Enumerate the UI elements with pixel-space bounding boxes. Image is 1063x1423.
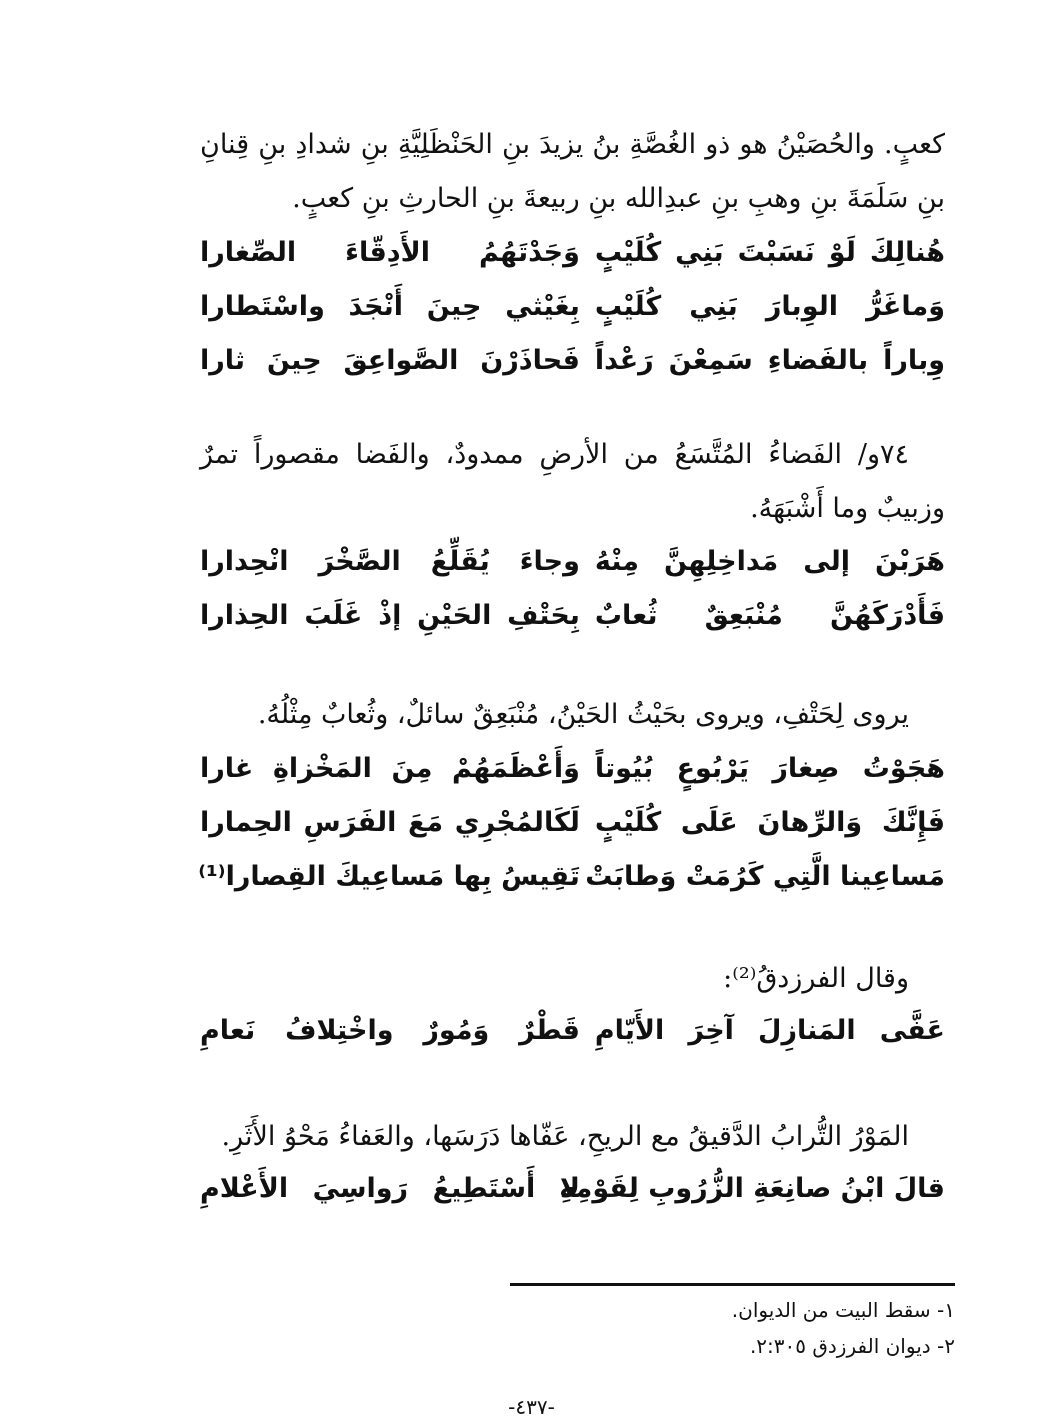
prose-text: يروى لِحَتْفِ، ويروى بحَيْثُ الحَيْنُ، مُنْبَعِقٌ سائلٌ، وثُعابٌ مِثْلُهُ. [257,699,909,730]
verse-hemistich-second: وَجَدْتَهُمُ الأَدِقّاءَ الصِّغارا [200,237,580,268]
verse-group-3 [200,742,945,904]
verse-line [200,1162,945,1216]
verse-hemistich-second: لا أَسْتَطِيعُ رَواسِيَ الأَعْلامِ [200,1173,580,1204]
section-5 [200,1110,945,1164]
verse-line [200,535,945,589]
prose-text: المَوْرُ التُّرابُ الدَّقيقُ مع الريحِ، عَفّاها دَرَسَها، والعَفاءُ مَحْوُ الأَثَرِ. [221,1121,909,1152]
prose-paragraph [200,952,945,1006]
verse-line [200,226,945,280]
footnote-2: ٢- ديوان الفرزدق ٢:٣٠٥. [749,1334,955,1358]
verse-hemistich-second: فَحاذَرْنَ الصَّواعِقَ حِينَ ثارا [200,345,580,376]
verse-hemistich-first: وِباراً بالفَضاءِ سَمِعْنَ رَعْداً [594,345,945,376]
section-2 [200,428,945,536]
prose-paragraph [200,1110,945,1164]
verse-hemistich-second: قَطْرٌ وَمُورٌ واخْتِلافُ نَعامِ [200,1015,580,1046]
footnote-divider [510,1283,955,1286]
footnote-1: ١- سقط البيت من الديوان. [731,1298,955,1322]
verse-group-4 [200,1004,945,1058]
verse-hemistich-second: تَقِيسُ بِها مَساعِيكَ القِصارا⁽¹⁾ [198,861,580,892]
prose-paragraph [200,428,945,536]
section-4 [200,952,945,1006]
verse-group-2 [200,535,945,643]
verse-hemistich-second: بِحَتْفِ الحَيْنِ إذْ غَلَبَ الحِذارا [200,600,580,631]
verse-line [200,742,945,796]
verse-line [200,1004,945,1058]
verse-hemistich-first: وَماغَرُّ الوِبارَ بَنِي كُلَيْبٍ [594,291,945,322]
verse-hemistich-first: هُنالِكَ لَوْ نَسَبْتَ بَنِي كُلَيْبٍ [594,237,945,268]
section-3 [200,688,945,742]
section-1 [200,118,945,226]
verse-hemistich-second: بِغَيْثي حِينَ أَنْجَدَ واسْتَطارا [200,291,580,322]
verse-hemistich-first: فَأَدْرَكَهُنَّ مُنْبَعِقٌ ثُعابٌ [594,600,945,631]
verse-line [200,589,945,643]
page-number: -٤٣٧- [508,1395,555,1419]
verse-group-5 [200,1162,945,1216]
prose-paragraph [200,688,945,742]
verse-hemistich-first: عَفَّى المَنازِلَ آخِرَ الأَيّامِ [594,1015,945,1046]
verse-hemistich-first: هَرَبْنَ إلى مَداخِلِهِنَّ مِنْهُ [594,546,945,577]
verse-hemistich-first: هَجَوْتُ صِغارَ يَرْبُوعٍ بُيُوتاً [594,753,945,784]
verse-hemistich-first: قالَ ابْنُ صانِعَةِ الزُّرُوبِ لِقَوْمِهِ [559,1173,945,1204]
verse-line [200,334,945,388]
footnotes [455,1292,955,1364]
verse-hemistich-first: مَساعِينا الَّتِي كَرُمَتْ وَطابَتْ [585,861,945,892]
prose-text: وقال الفرزدقُ⁽²⁾: [723,963,909,994]
verse-hemistich-second: وجاءَ يُقَلِّعُ الصَّخْرَ انْحِدارا [200,546,580,577]
verse-line [200,850,945,904]
prose-text: ٧٤و/ الفَضاءُ المُتَّسَعُ من الأرضِ ممدودٌ، والفَضا مقصوراً تمرٌ وزبيبٌ وما أَشْبَهَهُ. [200,439,945,524]
verse-hemistich-first: فَإِنَّكَ وَالرِّهانَ عَلَى كُلَيْبٍ [594,807,945,838]
prose-paragraph: كعبٍ. والحُصَيْنُ هو ذو الغُصَّةِ بنُ يزيدَ بنِ الحَنْظَلِيَّةِ بنِ شدادِ بنِ قِنانِ بنِ سَلَمَةَ بنِ وهبِ بنِ عبدِالله بنِ ربيعةَ بنِ الحارثِ بنِ كعبٍ. [200,129,945,214]
verse-line [200,796,945,850]
verse-hemistich-second: وَأَعْظَمَهُمْ مِنَ المَخْزاةِ غارا [200,753,580,784]
verse-group-1 [200,226,945,388]
verse-line [200,280,945,334]
verse-hemistich-second: لَكَالمُجْرِي مَعَ الفَرَسِ الحِمارا [200,807,580,838]
